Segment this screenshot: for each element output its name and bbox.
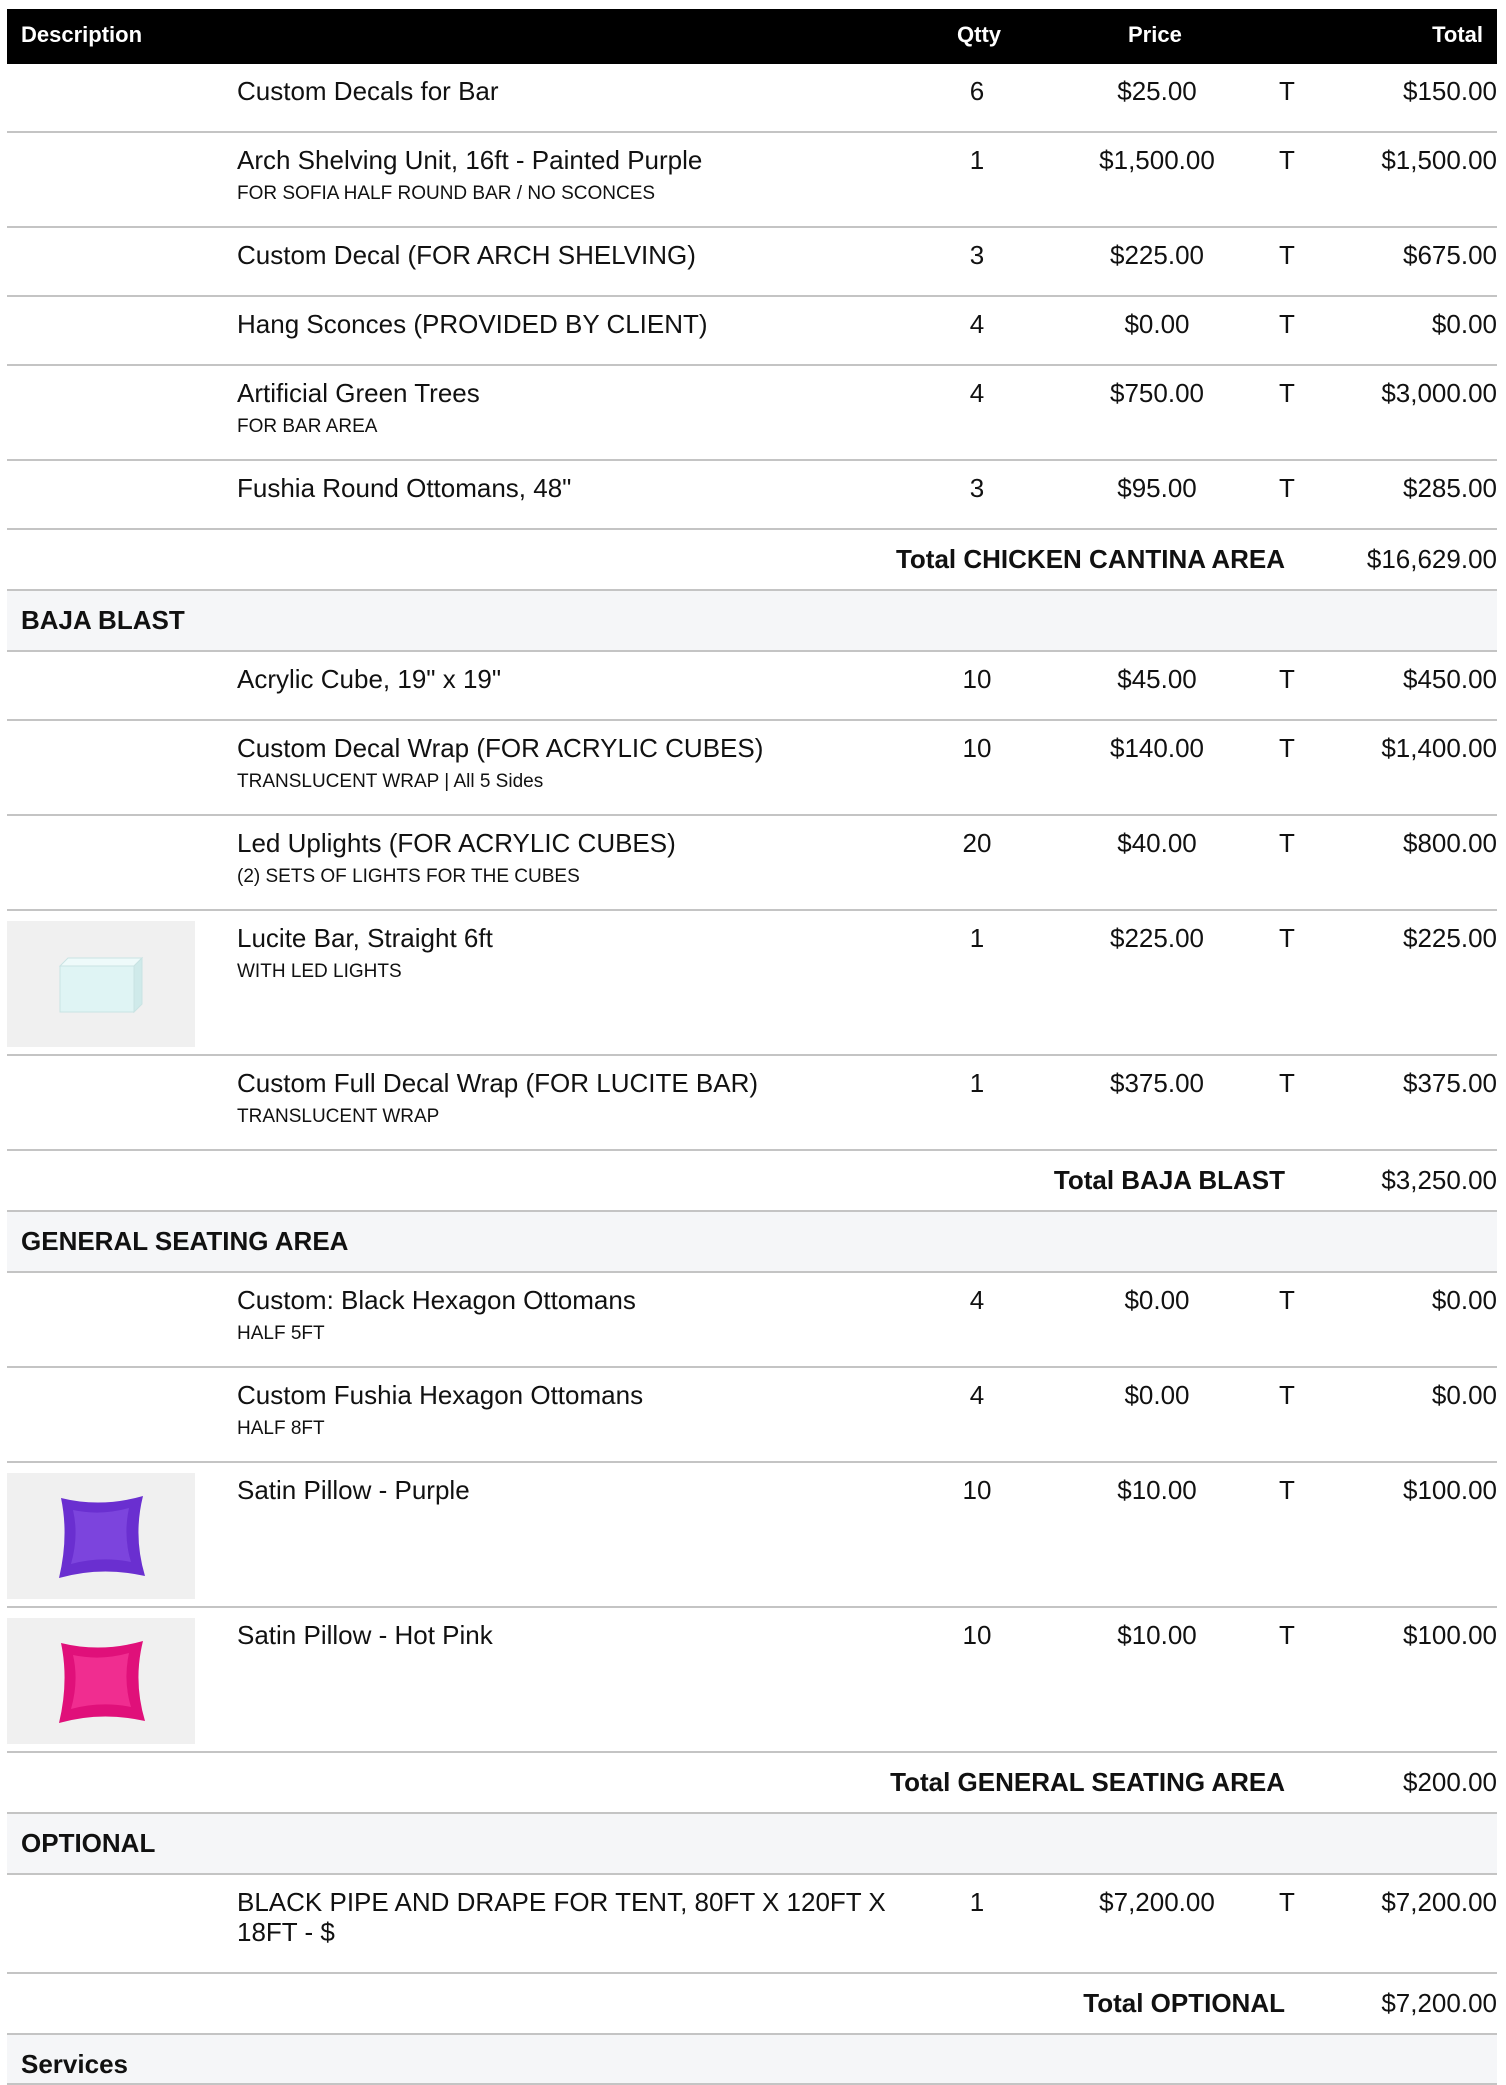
table-row (7, 652, 1497, 721)
item-name: Fushia Round Ottomans, 48" (237, 473, 572, 503)
item-price: $0.00 (1124, 1380, 1190, 1410)
item-note: WITH LED LIGHTS (237, 961, 402, 982)
section-total-amount: $7,200.00 (1381, 1988, 1497, 2018)
item-total: $0.00 (1431, 1285, 1497, 1315)
table-row (7, 133, 1497, 228)
section-name: Services (21, 2049, 128, 2079)
table-row (7, 1875, 1497, 1974)
item-qty: 1 (969, 923, 985, 953)
item-total: $375.00 (1403, 1068, 1497, 1098)
item-qty: 3 (969, 240, 985, 270)
section-name: BAJA BLAST (21, 605, 185, 635)
section-total-label: Total CHICKEN CANTINA AREA (895, 544, 1285, 574)
section-total-label: Total OPTIONAL (1083, 1988, 1285, 2018)
item-price: $1,500.00 (1099, 145, 1215, 175)
header-total: Total (1432, 22, 1483, 47)
item-tax-flag: T (1279, 733, 1295, 763)
item-qty: 10 (962, 733, 992, 763)
item-qty: 20 (962, 828, 992, 858)
item-note: TRANSLUCENT WRAP (237, 1106, 440, 1127)
item-qty: 6 (969, 76, 985, 106)
header-price: Price (1128, 22, 1182, 47)
item-total: $0.00 (1431, 309, 1497, 339)
item-note: (2) SETS OF LIGHTS FOR THE CUBES (237, 866, 580, 887)
section-header (7, 1212, 1497, 1273)
table-row (7, 366, 1497, 461)
item-price: $140.00 (1110, 733, 1204, 763)
section-total-label: Total GENERAL SEATING AREA (890, 1767, 1285, 1797)
item-name: Custom Decal (FOR ARCH SHELVING) (237, 240, 696, 270)
quote-table (7, 9, 1497, 2085)
item-name: Custom Full Decal Wrap (FOR LUCITE BAR) (237, 1068, 759, 1098)
item-price: $40.00 (1117, 828, 1197, 858)
item-qty: 10 (962, 1475, 992, 1505)
item-name: Lucite Bar, Straight 6ft (237, 923, 493, 953)
item-total: $800.00 (1403, 828, 1497, 858)
section-total-amount: $200.00 (1403, 1767, 1497, 1797)
item-qty: 3 (969, 473, 985, 503)
section-header (7, 1814, 1497, 1875)
item-qty: 4 (969, 1380, 985, 1410)
section-header (7, 591, 1497, 652)
item-note: HALF 5FT (237, 1323, 325, 1344)
item-name: Custom Fushia Hexagon Ottomans (237, 1380, 644, 1410)
section-name: OPTIONAL (21, 1828, 156, 1858)
item-qty: 1 (969, 145, 985, 175)
item-name: Satin Pillow - Purple (237, 1475, 470, 1505)
item-price: $225.00 (1110, 240, 1204, 270)
item-qty: 10 (962, 1620, 992, 1650)
table-row (7, 1273, 1497, 1368)
table-row (7, 1463, 1497, 1608)
item-price: $10.00 (1117, 1475, 1197, 1505)
item-qty: 4 (969, 1285, 985, 1315)
pillow-pink-image (7, 1618, 195, 1744)
item-total: $450.00 (1403, 664, 1497, 694)
item-price: $25.00 (1117, 76, 1197, 106)
section-total-row (7, 1974, 1497, 2035)
item-total: $3,000.00 (1381, 378, 1497, 408)
item-price: $750.00 (1110, 378, 1204, 408)
item-total: $100.00 (1403, 1475, 1497, 1505)
item-price: $7,200.00 (1099, 1887, 1215, 1917)
item-tax-flag: T (1279, 240, 1295, 270)
item-total: $675.00 (1403, 240, 1497, 270)
item-name: Hang Sconces (PROVIDED BY CLIENT) (237, 309, 708, 339)
header-description: Description (21, 22, 143, 47)
item-tax-flag: T (1279, 1475, 1295, 1505)
section-total-amount: $3,250.00 (1381, 1165, 1497, 1195)
section-name: GENERAL SEATING AREA (21, 1226, 349, 1256)
table-row (7, 816, 1497, 911)
item-price: $45.00 (1117, 664, 1197, 694)
table-row (7, 228, 1497, 297)
item-total: $150.00 (1403, 76, 1497, 106)
pillow-purple-image (7, 1473, 195, 1599)
item-qty: 1 (969, 1887, 985, 1917)
item-name: Custom Decal Wrap (FOR ACRYLIC CUBES) (237, 733, 764, 763)
section-total-row (7, 1151, 1497, 1212)
item-tax-flag: T (1279, 145, 1295, 175)
item-name: Arch Shelving Unit, 16ft - Painted Purple (237, 145, 703, 175)
item-total: $1,400.00 (1381, 733, 1497, 763)
table-body (7, 64, 1497, 2085)
table-row (7, 461, 1497, 530)
section-total-row (7, 1753, 1497, 1814)
item-qty: 4 (969, 309, 985, 339)
item-tax-flag: T (1279, 378, 1295, 408)
item-qty: 1 (969, 1068, 985, 1098)
item-note: TRANSLUCENT WRAP | All 5 Sides (237, 771, 544, 792)
header-qty: Qtty (957, 22, 1001, 47)
item-qty: 10 (962, 664, 992, 694)
table-row (7, 1368, 1497, 1463)
table-row (7, 1056, 1497, 1151)
table-row (7, 297, 1497, 366)
lucite-bar-image (7, 921, 195, 1047)
item-tax-flag: T (1279, 309, 1295, 339)
item-name: Custom: Black Hexagon Ottomans (237, 1285, 636, 1315)
item-name: Satin Pillow - Hot Pink (237, 1620, 493, 1650)
table-header (7, 9, 1497, 64)
item-price: $95.00 (1117, 473, 1197, 503)
item-total: $7,200.00 (1381, 1887, 1497, 1917)
item-total: $0.00 (1431, 1380, 1497, 1410)
item-name: Artificial Green Trees (237, 378, 480, 408)
item-price: $225.00 (1110, 923, 1204, 953)
item-qty: 4 (969, 378, 985, 408)
item-tax-flag: T (1279, 1068, 1295, 1098)
item-name: Led Uplights (FOR ACRYLIC CUBES) (237, 828, 676, 858)
item-tax-flag: T (1279, 828, 1295, 858)
item-note: HALF 8FT (237, 1418, 325, 1439)
item-total: $225.00 (1403, 923, 1497, 953)
item-tax-flag: T (1279, 1620, 1295, 1650)
table-row (7, 721, 1497, 816)
item-tax-flag: T (1279, 1887, 1295, 1917)
table-row (7, 911, 1497, 1056)
item-tax-flag: T (1279, 473, 1295, 503)
item-price: $10.00 (1117, 1620, 1197, 1650)
item-total: $100.00 (1403, 1620, 1497, 1650)
item-tax-flag: T (1279, 664, 1295, 694)
item-total: $285.00 (1403, 473, 1497, 503)
item-tax-flag: T (1279, 76, 1295, 106)
item-name: BLACK PIPE AND DRAPE FOR TENT, 80FT X 120FT X 18FT - $ (237, 1887, 886, 1947)
item-tax-flag: T (1279, 1285, 1295, 1315)
item-price: $375.00 (1110, 1068, 1204, 1098)
table-row (7, 1608, 1497, 1753)
item-note: FOR SOFIA HALF ROUND BAR / NO SCONCES (237, 183, 656, 204)
item-name: Acrylic Cube, 19" x 19" (237, 664, 502, 694)
item-price: $0.00 (1124, 1285, 1190, 1315)
item-tax-flag: T (1279, 1380, 1295, 1410)
section-header (7, 2035, 1497, 2085)
section-total-row (7, 530, 1497, 591)
item-name: Custom Decals for Bar (237, 76, 499, 106)
table-row (7, 64, 1497, 133)
item-price: $0.00 (1124, 309, 1190, 339)
item-note: FOR BAR AREA (237, 416, 378, 437)
item-tax-flag: T (1279, 923, 1295, 953)
section-total-amount: $16,629.00 (1366, 544, 1497, 574)
section-total-label: Total BAJA BLAST (1053, 1165, 1285, 1195)
item-total: $1,500.00 (1381, 145, 1497, 175)
